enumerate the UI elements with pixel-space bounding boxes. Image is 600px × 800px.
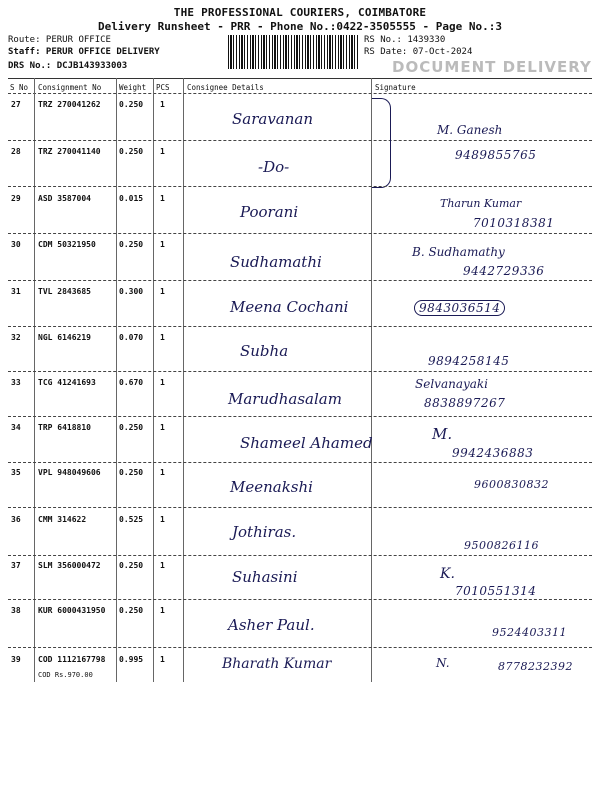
- row-consignment: NGL 6146219: [38, 333, 91, 342]
- consignee-handwritten: Jothiras.: [232, 523, 297, 541]
- consignee-handwritten: Suhasini: [232, 568, 298, 586]
- row-divider: [8, 555, 592, 556]
- row-weight: 0.250: [119, 240, 144, 249]
- row-weight: 0.015: [119, 194, 144, 203]
- column-divider: [183, 78, 184, 682]
- phone-handwritten: 7010551314: [455, 584, 537, 598]
- row-divider: [8, 326, 592, 327]
- consignee-handwritten: Meena Cochani: [230, 298, 349, 316]
- signature-handwritten: M.: [432, 425, 453, 443]
- column-divider: [34, 78, 35, 682]
- row-consignment: SLM 356000472: [38, 561, 101, 570]
- row-sno: 39: [11, 655, 21, 664]
- row-sno: 27: [11, 100, 21, 109]
- row-weight: 0.670: [119, 378, 144, 387]
- row-weight: 0.250: [119, 147, 144, 156]
- row-sno: 31: [11, 287, 21, 296]
- phone-handwritten: 9894258145: [428, 354, 510, 368]
- row-consignment: TRZ 270041262: [38, 100, 101, 109]
- row-sno: 35: [11, 468, 21, 477]
- row-pcs: 1: [160, 100, 165, 109]
- row-sno: 28: [11, 147, 21, 156]
- phone-handwritten: 9442729336: [463, 264, 545, 278]
- row-weight: 0.250: [119, 561, 144, 570]
- row-divider: [8, 186, 592, 187]
- consignee-handwritten: -Do-: [258, 158, 290, 176]
- row-consignment: VPL 948049606: [38, 468, 101, 477]
- drs-number: DRS No.: DCJB143933003: [8, 61, 128, 71]
- signature-handwritten: Tharun Kumar: [440, 197, 522, 210]
- consignee-handwritten: Marudhasalam: [228, 390, 342, 408]
- document-delivery-stamp: DOCUMENT DELIVERY: [392, 58, 592, 76]
- row-consignment: TRZ 270041140: [38, 147, 101, 156]
- row-weight: 0.250: [119, 468, 144, 477]
- column-divider: [116, 78, 117, 682]
- row-sno: 29: [11, 194, 21, 203]
- row-consignment: COD 1112167798: [38, 655, 106, 664]
- phone-handwritten: 9600830832: [474, 478, 549, 491]
- signature-brace: [372, 98, 391, 188]
- row-divider: [8, 507, 592, 508]
- barcode-image: [228, 35, 358, 69]
- row-weight: 0.995: [119, 655, 144, 664]
- row-pcs: 1: [160, 423, 165, 432]
- phone-handwritten: 8838897267: [424, 396, 506, 410]
- row-divider: [8, 233, 592, 234]
- row-divider: [8, 416, 592, 417]
- runsheet-subtitle: Delivery Runsheet - PRR - Phone No.:0422-3505555 - Page No.:3: [98, 20, 502, 33]
- signature-handwritten: Selvanayaki: [415, 377, 489, 391]
- row-pcs: 1: [160, 147, 165, 156]
- signature-handwritten: M. Ganesh: [437, 123, 503, 137]
- row-divider: [8, 462, 592, 463]
- column-header-sno: S No: [10, 83, 29, 92]
- consignee-handwritten: Poorani: [240, 203, 299, 221]
- row-pcs: 1: [160, 606, 165, 615]
- column-header-consignment: Consignment No: [38, 83, 102, 92]
- row-sno: 36: [11, 515, 21, 524]
- row-consignment: TRP 6418810: [38, 423, 91, 432]
- phone-handwritten: 7010318381: [473, 216, 555, 230]
- consignee-handwritten: Asher Paul.: [228, 616, 315, 634]
- row-sno: 30: [11, 240, 21, 249]
- row-sno: 34: [11, 423, 21, 432]
- row-weight: 0.250: [119, 100, 144, 109]
- cod-amount-note: COD Rs.970.00: [38, 671, 93, 679]
- column-header-pcs: PCS: [156, 83, 170, 92]
- row-pcs: 1: [160, 333, 165, 342]
- row-divider: [8, 647, 592, 648]
- row-divider: [8, 599, 592, 600]
- route-label: Route: PERUR OFFICE: [8, 35, 111, 45]
- row-pcs: 1: [160, 515, 165, 524]
- column-header-weight: Weight: [119, 83, 147, 92]
- consignee-handwritten: Sudhamathi: [230, 253, 322, 271]
- table-top-rule: [8, 78, 592, 79]
- header-bottom-rule: [8, 93, 592, 94]
- row-pcs: 1: [160, 655, 165, 664]
- row-consignment: KUR 6000431950: [38, 606, 106, 615]
- consignee-handwritten: Shameel Ahamed: [240, 434, 373, 452]
- signature-handwritten: N.: [436, 656, 450, 670]
- consignee-handwritten: Subha: [240, 342, 289, 360]
- signature-handwritten: B. Sudhamathy: [412, 245, 505, 259]
- row-weight: 0.070: [119, 333, 144, 342]
- row-consignment: CDM 50321950: [38, 240, 96, 249]
- row-pcs: 1: [160, 194, 165, 203]
- column-divider: [153, 78, 154, 682]
- rs-number: RS No.: 1439330: [364, 35, 446, 45]
- row-divider: [8, 140, 592, 141]
- row-weight: 0.250: [119, 423, 144, 432]
- consignee-handwritten: Bharath Kumar: [222, 656, 332, 672]
- row-weight: 0.525: [119, 515, 144, 524]
- staff-label: Staff: PERUR OFFICE DELIVERY: [8, 47, 160, 57]
- consignee-handwritten: Meenakshi: [230, 478, 313, 496]
- phone-handwritten: 9524403311: [492, 626, 567, 639]
- row-consignment: CMM 314622: [38, 515, 87, 524]
- row-divider: [8, 280, 592, 281]
- row-consignment: TCG 41241693: [38, 378, 96, 387]
- consignee-handwritten: Saravanan: [232, 110, 314, 128]
- column-header-signature: Signature: [375, 83, 416, 92]
- rs-date: RS Date: 07-Oct-2024: [364, 47, 473, 57]
- column-header-consignee: Consignee Details: [187, 83, 264, 92]
- row-consignment: TVL 2843685: [38, 287, 91, 296]
- row-weight: 0.300: [119, 287, 144, 296]
- phone-handwritten: 9942436883: [452, 446, 534, 460]
- signature-handwritten: K.: [440, 566, 455, 582]
- row-sno: 32: [11, 333, 21, 342]
- row-sno: 33: [11, 378, 21, 387]
- row-pcs: 1: [160, 378, 165, 387]
- row-sno: 38: [11, 606, 21, 615]
- phone-handwritten: 9489855765: [455, 148, 537, 162]
- row-weight: 0.250: [119, 606, 144, 615]
- row-sno: 37: [11, 561, 21, 570]
- row-pcs: 1: [160, 287, 165, 296]
- row-pcs: 1: [160, 561, 165, 570]
- row-pcs: 1: [160, 468, 165, 477]
- row-pcs: 1: [160, 240, 165, 249]
- runsheet-title: THE PROFESSIONAL COURIERS, COIMBATORE: [173, 6, 427, 19]
- row-divider: [8, 371, 592, 372]
- phone-handwritten: 8778232392: [498, 660, 573, 673]
- phone-handwritten: 9843036514: [414, 300, 505, 316]
- phone-handwritten: 9500826116: [464, 539, 539, 552]
- row-consignment: ASD 3587004: [38, 194, 91, 203]
